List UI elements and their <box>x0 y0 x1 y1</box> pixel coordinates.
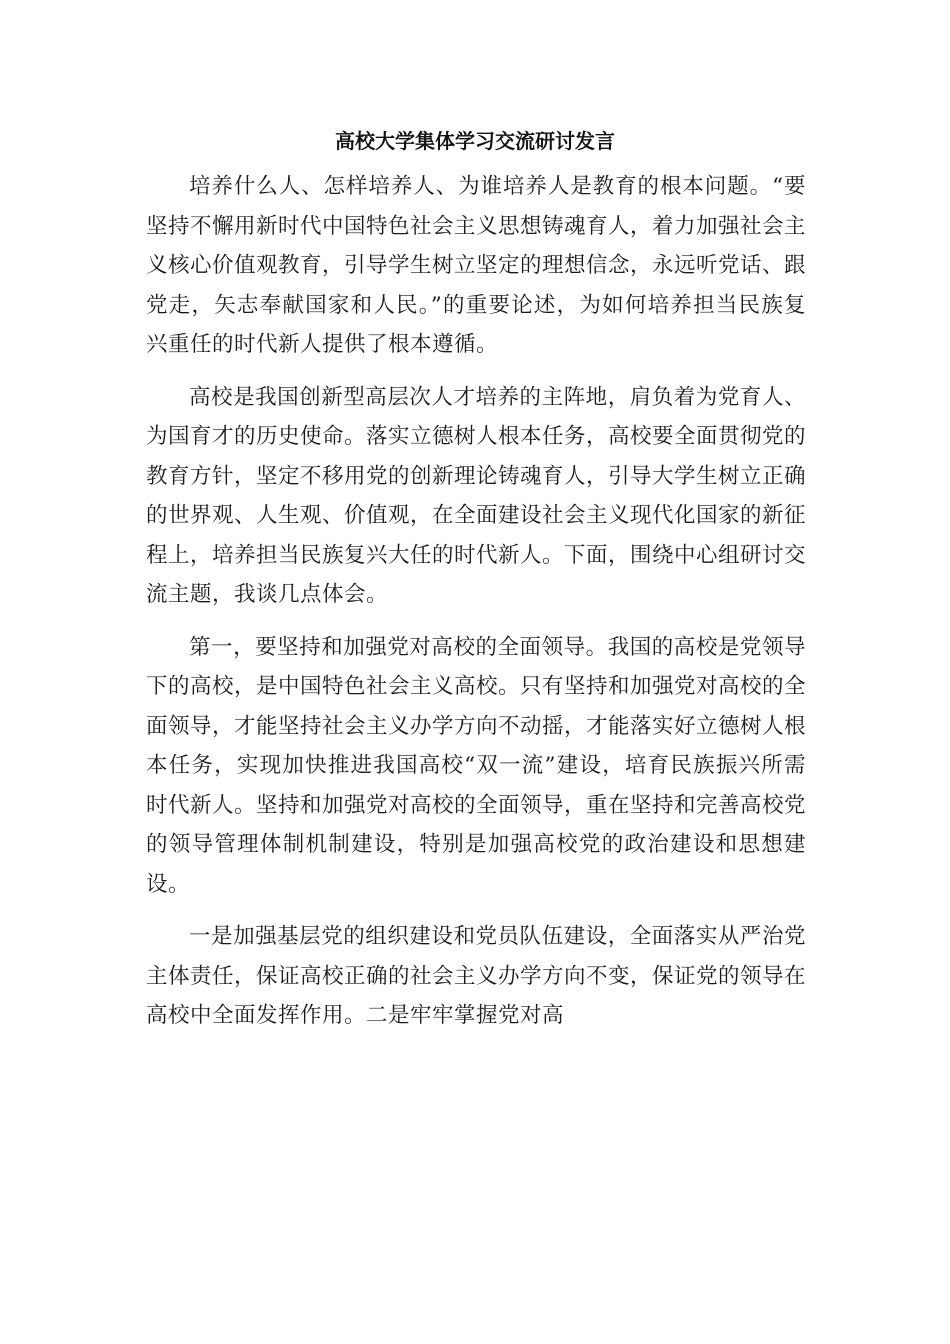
document-body <box>146 167 806 1049</box>
paragraph-3: 第一，要坚持和加强党对高校的全面领导。我国的高校是党领导下的高校，是中国特色社会主义高校。只有坚持和加强党对高校的全面领导，才能坚持社会主义办学方向不动摇，才能落实好立德树人根本任务，实现加快推进我国高校“双一流”建设，培育民族振兴所需时代新人。坚持和加强党对高校的全面领导，重在坚持和完善高校党的领导管理体制机制建设，特别是加强高校党的政治建设和思想建设。 <box>146 634 807 897</box>
paragraph-2: 高校是我国创新型高层次人才培养的主阵地，肩负着为党育人、为国育才的历史使命。落实立德树人根本任务，高校要全面贯彻党的教育方针，坚定不移用党的创新理论铸魂育人，引导大学生树立正确的世界观、人生观、价值观，在全面建设社会主义现代化国家的新征程上，培养担当民族复兴大任的时代新人。下面，围绕中心组研讨交流主题，我谈几点体会。 <box>146 384 807 607</box>
document-title: 高校大学集体学习交流研讨发言 <box>335 129 615 153</box>
paragraph-4: 一是加强基层党的组织建设和党员队伍建设，全面落实从严治党主体责任，保证高校正确的社会主义办学方向不变，保证党的领导在高校中全面发挥作用。二是牢牢掌握党对高 <box>146 924 807 1028</box>
paragraph-1: 培养什么人、怎样培养人、为谁培养人是教育的根本问题。“要坚持不懈用新时代中国特色社会主义思想铸魂育人，着力加强社会主义核心价值观教育，引导学生树立坚定的理想信念，永远听党话、跟党走，矢志奉献国家和人民。”的重要论述，为如何培养担当民族复兴重任的时代新人提供了根本遵循。 <box>146 174 807 357</box>
